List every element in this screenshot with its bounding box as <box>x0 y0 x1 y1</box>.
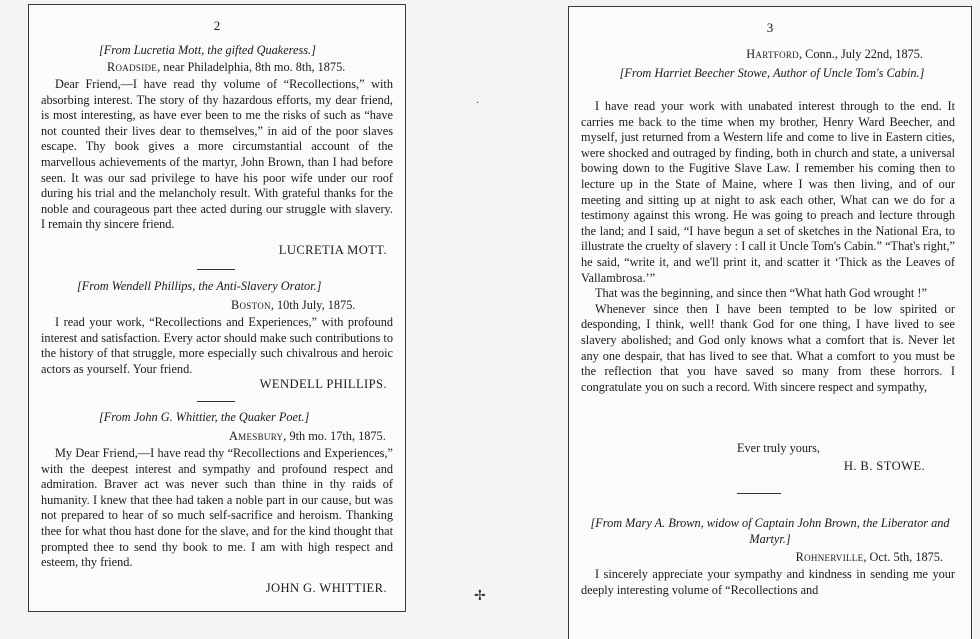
right-page <box>568 6 972 639</box>
letter-paragraph: Whenever since then I have been tempted to be low spirited or desponding, I think, well! thank God for one thing, I have lived to see slavery abolished; and God only knows what a comfort that is. Never let any one despair, that has lived to see that. What a comfort to you must be the reflection that you have saved so many from these horrors. I congratulate you on such a record. With sincere respect and sympathy, <box>581 301 955 394</box>
page-number: 2 <box>213 18 221 33</box>
letter-place: Rohnerville <box>795 550 864 564</box>
letter-header-mott: [From Lucretia Mott, the gifted Quakeress.] <box>99 43 316 57</box>
letter-header-brown: [From Mary A. Brown, widow of Captain John Brown, the Liberator and Martyr.] <box>590 516 950 546</box>
divider-rule <box>197 269 235 270</box>
letter-body-brown <box>581 567 955 598</box>
letter-place: Hartford <box>746 47 799 61</box>
letter-body-mott <box>41 77 393 233</box>
scan-speck: · <box>476 98 480 109</box>
letter-header-phillips: [From Wendell Phillips, the Anti-Slavery Orator.] <box>77 279 322 293</box>
letter-dateline-stowe <box>746 47 923 62</box>
letter-date: , 10th July, 1875. <box>270 298 356 312</box>
letter-place: Roadside <box>107 60 158 74</box>
letter-paragraph: My Dear Friend,—I have read thy “Recollections and Experiences,” with the deepest interest and sympathy and profound respect and admiration. Braver act was never such than thine in thy raids of humanity. I knew that thee had taken a noble part in our cause, but was not prepared to hear of so much self-sacrifice and heroism. Thanking thee for what thou hast done for the slave, and for the kind thought that prompted thee to send thy book to me. I am with high respect and esteem, thy friend. <box>41 446 393 570</box>
letter-paragraph: I sincerely appreciate your sympathy and kindness in sending me your deeply interesting volume of “Recollections and <box>581 567 955 597</box>
scan-mark: ✢ <box>474 589 486 604</box>
letter-dateline-mott <box>107 60 345 75</box>
signature-phillips: WENDELL PHILLIPS. <box>259 377 387 391</box>
letter-header-whittier: [From John G. Whittier, the Quaker Poet.] <box>99 410 310 424</box>
divider-rule <box>737 493 781 494</box>
signature-mott: LUCRETIA MOTT. <box>278 243 387 257</box>
letter-dateline-phillips <box>231 298 355 313</box>
letter-paragraph: I read your work, “Recollections and Experiences,” with profound interest and satisfaction. Every actor should make such contributions to the history of that struggle, more especially such chivalrous and heroic actors as yourself. Your friend. <box>41 315 393 376</box>
letter-date: , Oct. 5th, 1875. <box>863 550 943 564</box>
letter-dateline-brown <box>796 550 943 565</box>
signature-whittier: JOHN G. WHITTIER. <box>265 581 387 595</box>
letter-place: Amesbury <box>229 429 284 443</box>
page-number: 3 <box>766 20 774 35</box>
letter-paragraph: I have read your work with unabated interest through to the end. It carries me back to the time when my brother, Henry Ward Beecher, and myself, just returned from a Western life and come to live in Eastern cities, were shocked and outraged by finding, both in church and state, a universal bowing down to the Fugitive Slave Law. I remember his coming then to lecture up in the State of Maine, where I was then living, and of our meeting and sitting up at night to ask each other, What can we do for a testimony against this wrong. He was going to preach and lecture through the land; and I said, “I have begun a set of sketches in the National Era, to illustrate the cruelty of slavery : I call it Uncle Tom's Cabin.” “That's right,” he said, “write it, and we'll print it, and scatter it ‘Thick as the Leaves of Vallambrosa.’” <box>581 99 955 285</box>
letter-date: , Conn., July 22nd, 1875. <box>798 47 923 61</box>
letter-date: , near Philadelphia, 8th mo. 8th, 1875. <box>157 60 346 74</box>
letter-body-whittier <box>41 446 393 571</box>
letter-body-stowe <box>581 99 955 395</box>
letter-place: Boston <box>231 298 271 312</box>
letter-paragraph: That was the beginning, and since then “What hath God wrought !” <box>595 286 927 301</box>
left-page <box>28 4 406 612</box>
letter-dateline-whittier <box>229 429 386 444</box>
letter-closing-stowe: Ever truly yours, <box>737 441 820 455</box>
letter-header-stowe: [From Harriet Beecher Stowe, Author of Uncle Tom's Cabin.] <box>619 66 925 80</box>
signature-stowe: H. B. STOWE. <box>843 459 925 473</box>
letter-body-phillips <box>41 315 393 377</box>
letter-date: , 9th mo. 17th, 1875. <box>283 429 386 443</box>
divider-rule <box>197 401 235 402</box>
letter-paragraph: Dear Friend,—I have read thy volume of “Recollections,” with absorbing interest. The story of thy hazardous efforts, my dear friend, is most interesting, as have ever been to me the risks of such as “have not counted their lives dear to themselves,” in aid of the poor slaves escape. Thy book gives a more circumstantial account of the marvellous achievements of the martyr, John Brown, than I had before seen. It was our sad privilege to have his poor wife under our roof during his trial and the melancholy result. With grateful thanks for the noble and courageous part thee acted during our struggle with slavery. I remain thy sincere friend. <box>41 77 393 232</box>
